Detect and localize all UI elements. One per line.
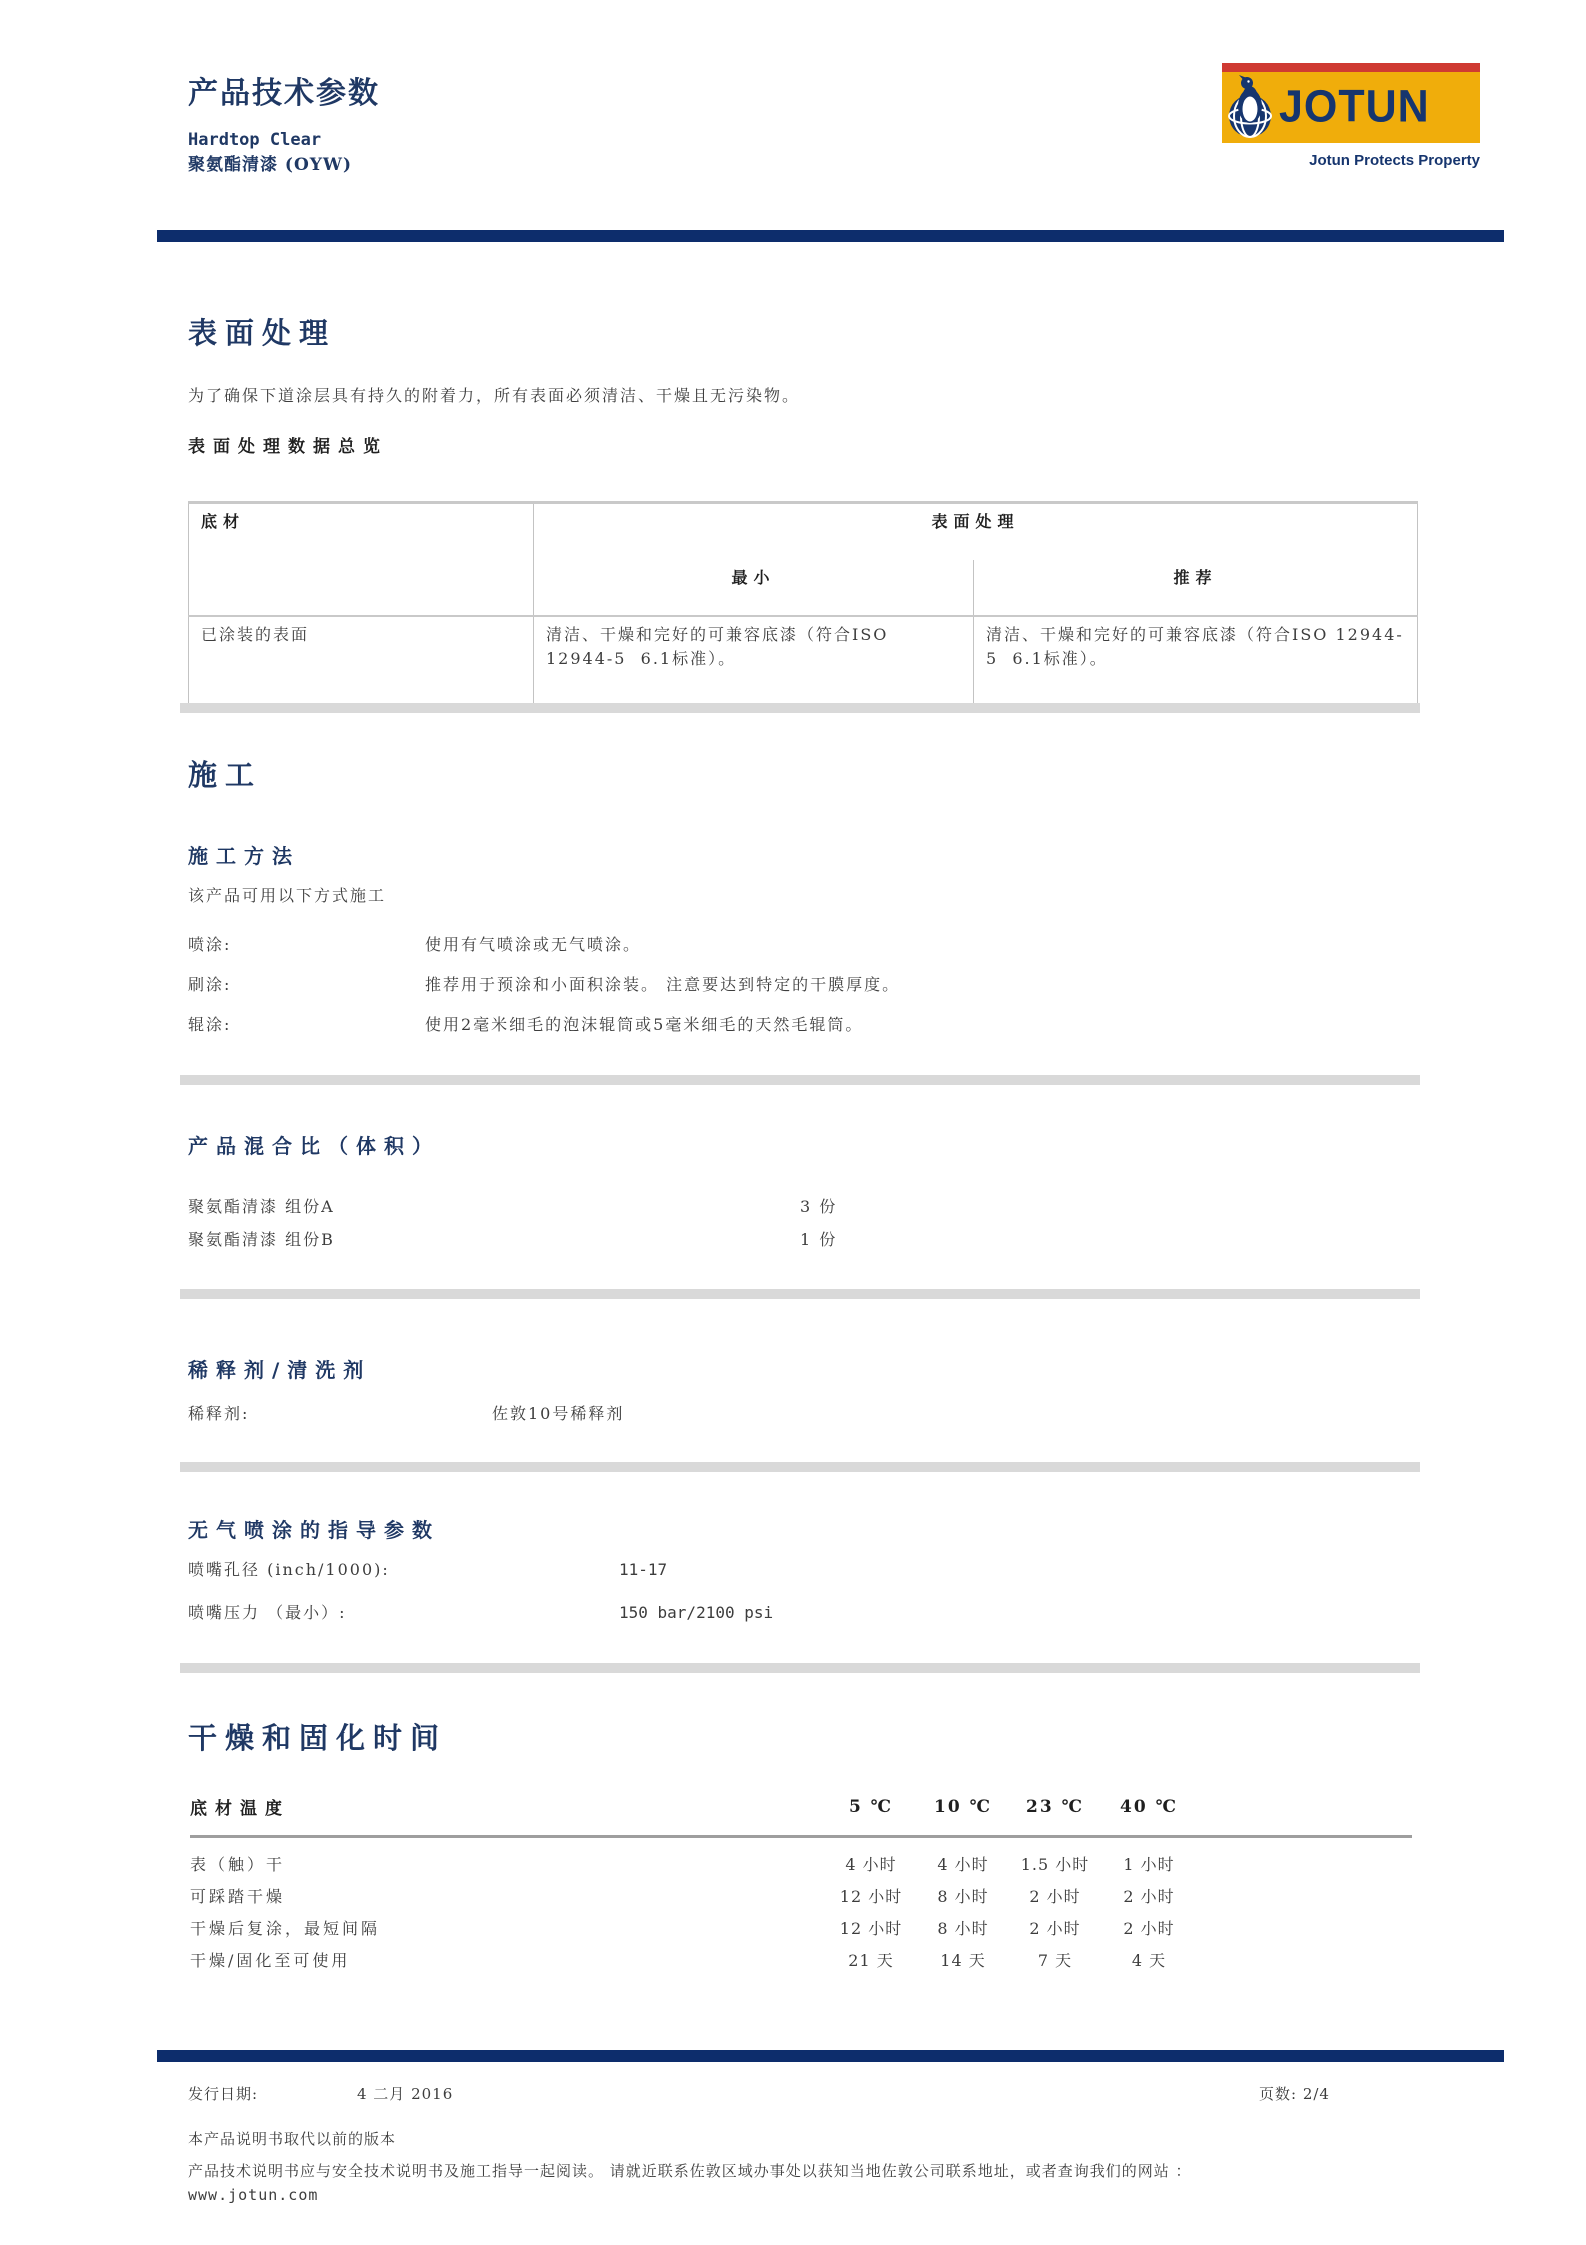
airless-value: 150 bar/2100 psi <box>619 1603 774 1622</box>
footer-note-replaces: 本产品说明书取代以前的版本 <box>188 2130 397 2148</box>
method-value: 推荐用于预涂和小面积涂装。 注意要达到特定的干膜厚度。 <box>425 975 901 994</box>
table-row <box>190 1790 1412 1837</box>
footer-website: www.jotun.com <box>188 2186 319 2204</box>
drying-value: 12 小时 <box>839 1887 903 1906</box>
drying-row-label: 干燥/固化至可使用 <box>190 1951 351 1970</box>
drying-table <box>190 1790 1412 1976</box>
method-label: 刷涂: <box>188 975 232 994</box>
section-heading-drying: 干燥和固化时间 <box>188 1721 448 1755</box>
temp-header: 5 ℃ <box>825 1790 917 1837</box>
mix-value: 3 份 <box>800 1197 838 1216</box>
drying-row-label: 干燥后复涂，最短间隔 <box>190 1919 381 1938</box>
footer-issue-row <box>188 2083 1418 2104</box>
issue-date-label: 发行日期: <box>188 2085 259 2103</box>
section-separator <box>180 1462 1420 1472</box>
table-row <box>190 1880 1412 1912</box>
thinner-row <box>188 1404 625 1424</box>
logo-tagline: Jotun Protects Property <box>1309 152 1480 169</box>
logo-red-stripe <box>1222 63 1480 72</box>
section-separator <box>180 1075 1420 1085</box>
logo-wordmark: JOTUN <box>1279 81 1430 133</box>
table-row <box>190 1944 1412 1976</box>
drying-value: 21 天 <box>848 1951 894 1970</box>
page-number: 页数: 2/4 <box>1259 2085 1330 2103</box>
mix-row <box>188 1197 838 1217</box>
mix-row <box>188 1230 838 1250</box>
method-label: 辊涂: <box>188 1015 232 1034</box>
issue-date-value: 4 二月 2016 <box>357 2085 454 2103</box>
min-header-cell: 最小 <box>534 560 974 616</box>
mix-label: 聚氨酯清漆 组份B <box>188 1230 335 1249</box>
temp-header: 40 ℃ <box>1101 1790 1197 1837</box>
surface-intro: 为了确保下道涂层具有持久的附着力，所有表面必须清洁、干燥且无污染物。 <box>188 386 801 405</box>
surface-table-title: 表面处理数据总览 <box>188 437 388 457</box>
product-name: Hardtop Clear <box>188 130 322 150</box>
drying-value: 2 小时 <box>1123 1919 1175 1938</box>
drying-value: 2 小时 <box>1123 1887 1175 1906</box>
airless-label: 喷嘴压力 （最小）: <box>188 1603 347 1622</box>
mix-label: 聚氨酯清漆 组份A <box>188 1197 335 1216</box>
drying-value: 1.5 小时 <box>1020 1855 1090 1874</box>
drying-value: 2 小时 <box>1029 1919 1081 1938</box>
footer-divider-bar <box>157 2050 1504 2062</box>
section-separator <box>180 1289 1420 1299</box>
product-type: 聚氨酯清漆 (OYW) <box>188 155 353 175</box>
drying-value: 12 小时 <box>839 1919 903 1938</box>
subheading-methods: 施工方法 <box>188 844 300 868</box>
subheading-mixing: 产品混合比（体积） <box>188 1134 440 1158</box>
drying-row-label: 可踩踏干燥 <box>190 1887 286 1906</box>
recommended-cell: 清洁、干燥和完好的可兼容底漆（符合ISO 12944-5 6.1标准）。 <box>974 616 1418 709</box>
airless-row <box>188 1560 668 1580</box>
jotun-logo <box>1222 63 1480 143</box>
drying-value: 4 天 <box>1131 1951 1167 1970</box>
group-header-cell: 表面处理 <box>931 512 1020 531</box>
penguin-globe-icon <box>1227 74 1273 142</box>
section-separator <box>180 703 1420 713</box>
spacer-cell <box>1197 1790 1412 1837</box>
substrate-header-cell: 底材 <box>189 503 534 617</box>
method-label: 喷涂: <box>188 935 232 954</box>
method-row <box>188 975 901 995</box>
airless-value: 11-17 <box>619 1560 668 1579</box>
spacer-cell <box>1197 1837 1412 1881</box>
subheading-airless: 无气喷涂的指导参数 <box>188 1518 440 1542</box>
drying-value: 7 天 <box>1037 1951 1073 1970</box>
logo-yellow-box <box>1222 72 1480 143</box>
page-title: 产品技术参数 <box>188 76 380 111</box>
thinner-value: 佐敦10号稀释剂 <box>492 1404 625 1423</box>
method-row <box>188 1015 864 1035</box>
method-value: 使用2毫米细毛的泡沫辊筒或5毫米细毛的天然毛辊筒。 <box>425 1015 864 1034</box>
minimum-cell: 清洁、干燥和完好的可兼容底漆（符合ISO 12944-5 6.1标准）。 <box>534 616 974 709</box>
thinner-label: 稀释剂: <box>188 1404 250 1423</box>
drying-value: 8 小时 <box>937 1919 989 1938</box>
substrate-cell: 已涂装的表面 <box>189 616 534 709</box>
drying-value: 1 小时 <box>1123 1855 1175 1874</box>
mix-value: 1 份 <box>800 1230 838 1249</box>
table-row <box>189 503 1418 561</box>
section-heading-surface: 表面处理 <box>188 316 337 350</box>
drying-value: 14 天 <box>940 1951 986 1970</box>
spacer-cell <box>1197 1912 1412 1944</box>
temp-header: 10 ℃ <box>917 1790 1009 1837</box>
temp-header: 23 ℃ <box>1009 1790 1101 1837</box>
application-intro: 该产品可用以下方式施工 <box>188 886 387 905</box>
spacer-cell <box>1197 1880 1412 1912</box>
drying-value: 4 小时 <box>845 1855 897 1874</box>
table-row <box>190 1912 1412 1944</box>
airless-row <box>188 1603 774 1623</box>
subheading-thinner: 稀释剂/清洗剂 <box>188 1358 372 1382</box>
airless-label: 喷嘴孔径 (inch/1000): <box>188 1560 390 1579</box>
table-row <box>189 616 1418 709</box>
method-row <box>188 935 642 955</box>
temp-row-header: 底材温度 <box>190 1790 825 1837</box>
drying-value: 8 小时 <box>937 1887 989 1906</box>
method-value: 使用有气喷涂或无气喷涂。 <box>425 935 642 954</box>
footer-note-read-with: 产品技术说明书应与安全技术说明书及施工指导一起阅读。 请就近联系佐敦区域办事处以获知当地佐敦公司联系地址，或者查询我们的网站 ： <box>188 2162 1192 2180</box>
spacer-cell <box>1197 1944 1412 1976</box>
header-divider-bar <box>157 230 1504 242</box>
table-row <box>190 1837 1412 1881</box>
section-separator <box>180 1663 1420 1673</box>
drying-value: 4 小时 <box>937 1855 989 1874</box>
rec-header-cell: 推荐 <box>1173 568 1218 587</box>
surface-prep-table <box>188 501 1418 710</box>
drying-row-label: 表（触）干 <box>190 1855 286 1874</box>
drying-value: 2 小时 <box>1029 1887 1081 1906</box>
section-heading-application: 施工 <box>188 758 263 792</box>
